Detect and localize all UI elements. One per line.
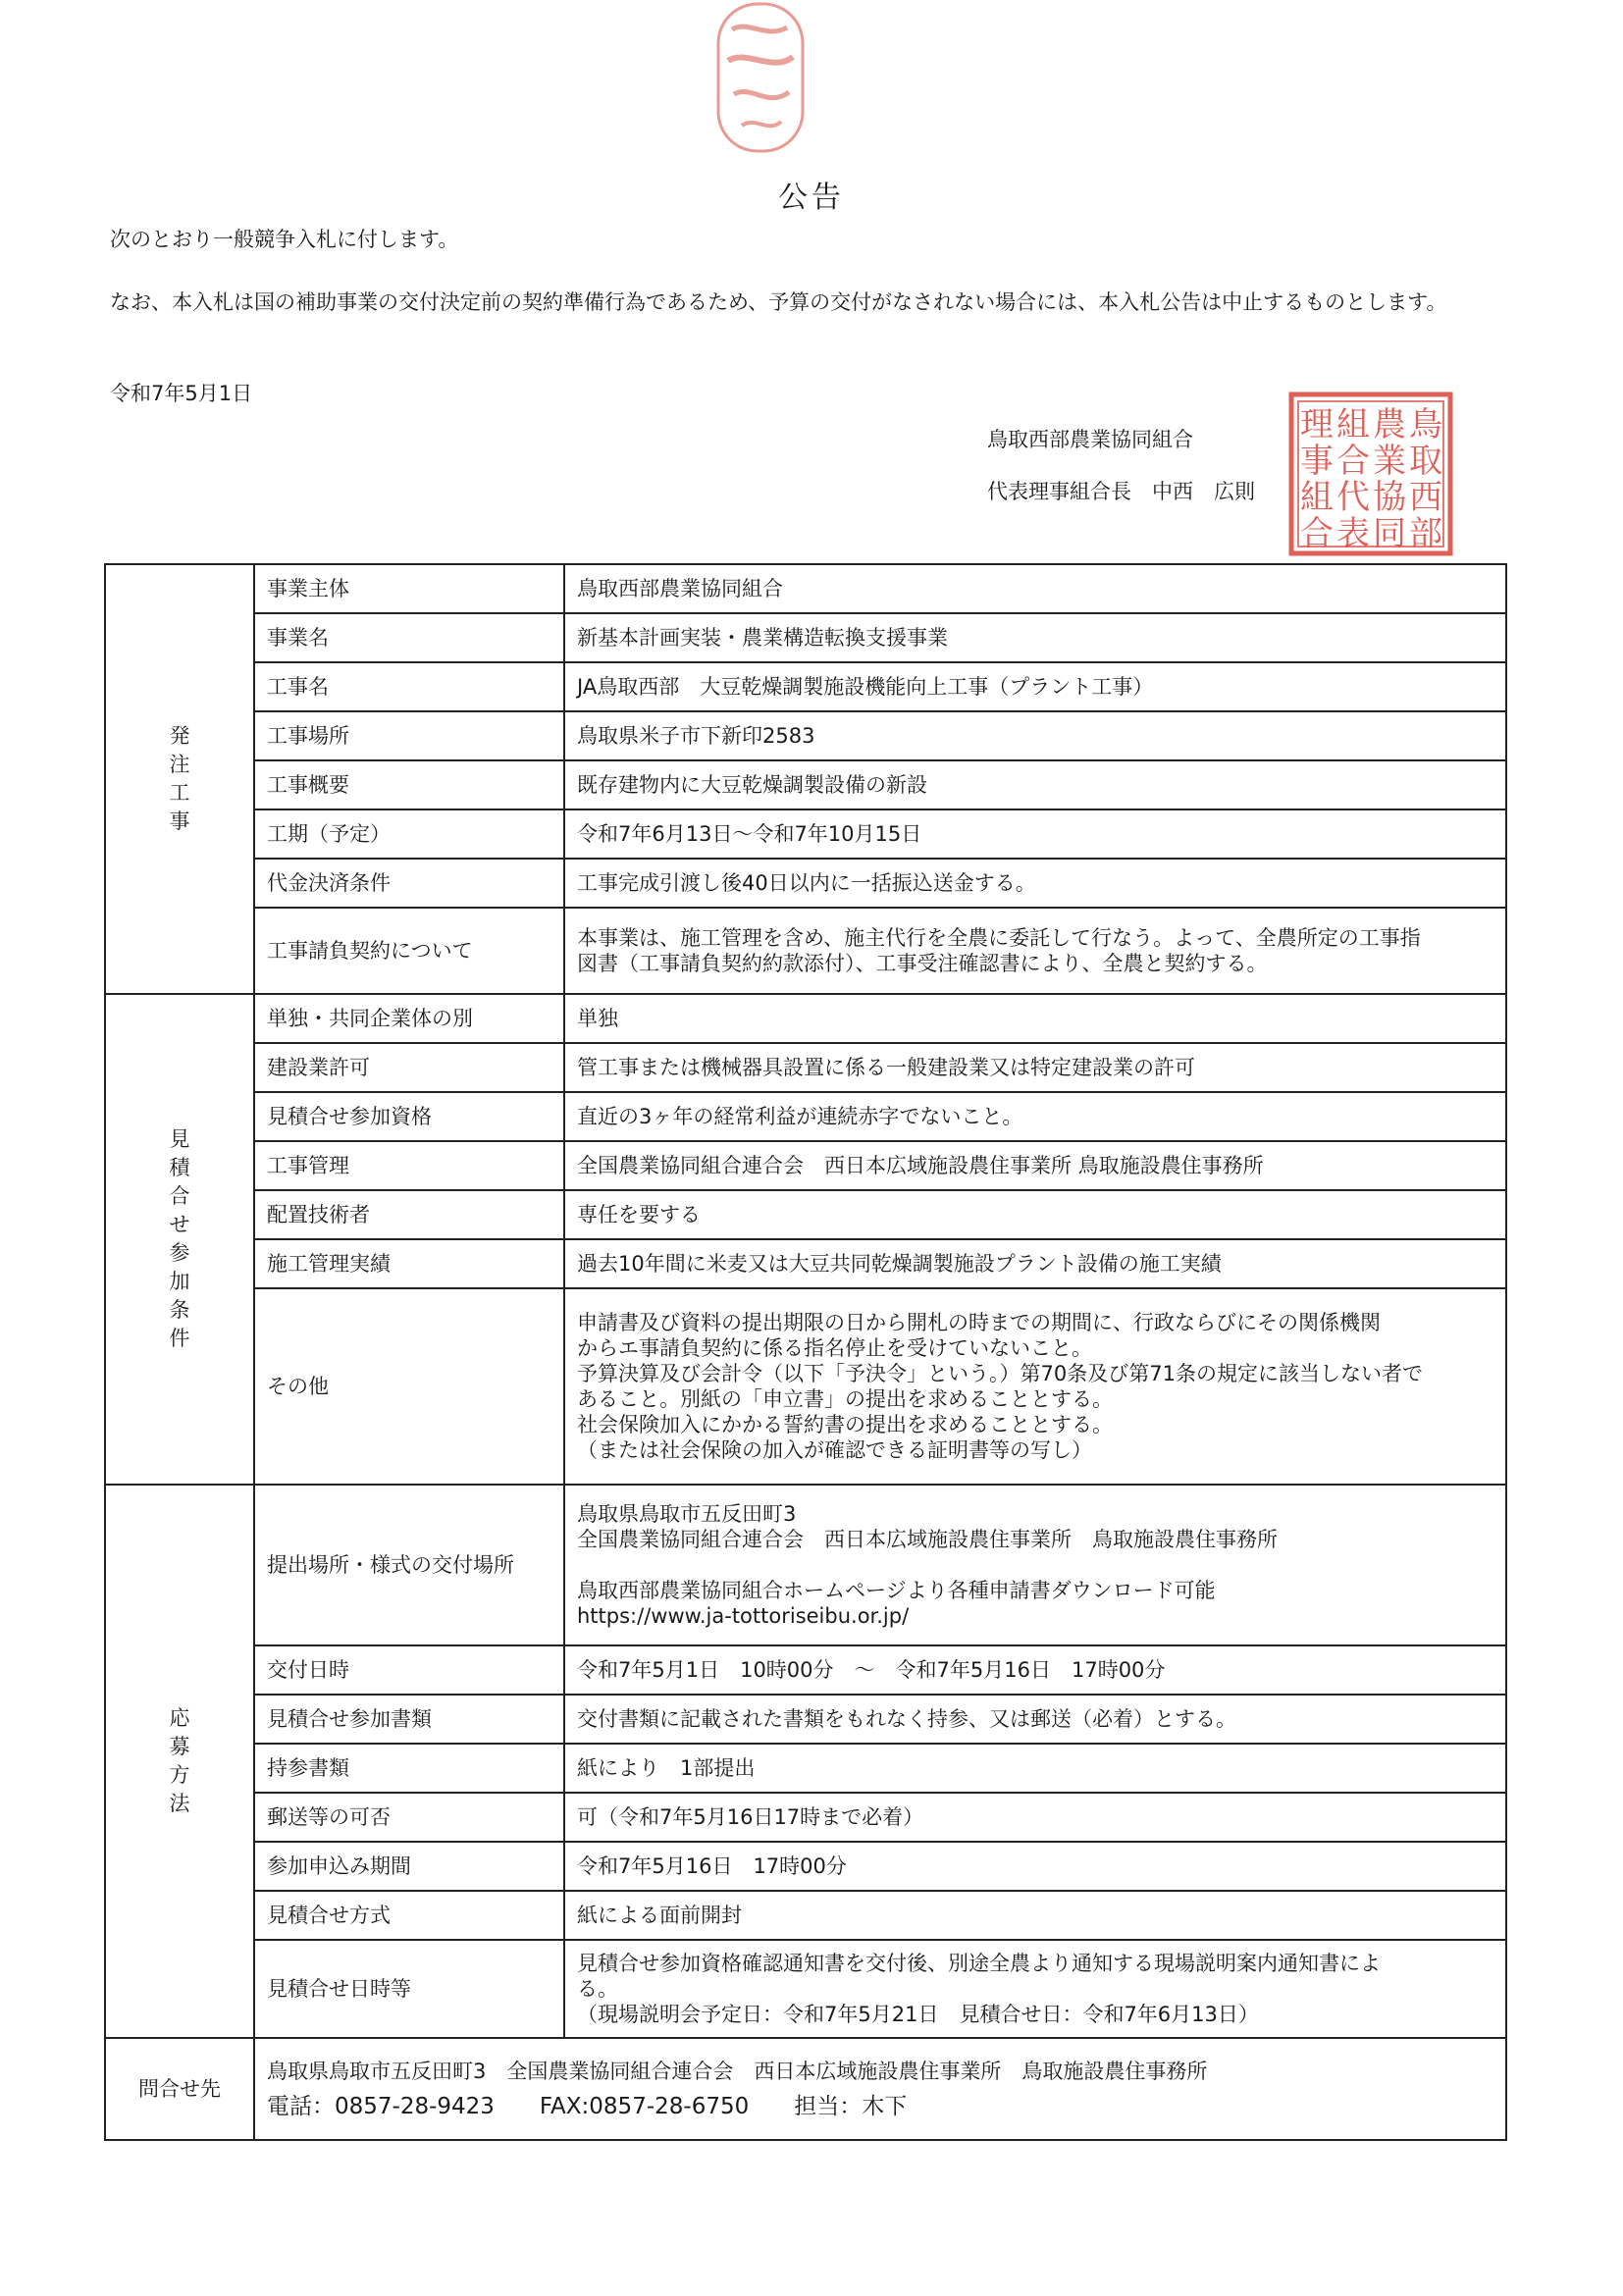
row-label: 工事管理 (254, 1141, 564, 1190)
row-value-line: 紙による面前開封 (577, 1904, 742, 1927)
row-value-line: 管工事または機械器具設置に係る一般建設業又は特定建設業の許可 (577, 1056, 1195, 1079)
row-value-line: 令和7年5月1日 10時00分 ～ 令和7年5月16日 17時00分 (577, 1658, 1166, 1682)
table-row (105, 1043, 1506, 1092)
row-value-line: 全国農業協同組合連合会 西日本広域施設農住事業所 鳥取施設農住事務所 (577, 1528, 1278, 1551)
row-value-line: あること。別紙の「申立書」の提出を求めることとする。 (577, 1387, 1113, 1411)
row-value (564, 1940, 1506, 2038)
row-label: 建設業許可 (254, 1043, 564, 1092)
row-value (564, 1141, 1506, 1190)
row-value-line: 鳥取県鳥取市五反田町3 (577, 1502, 797, 1526)
row-value-line: 過去10年間に米麦又は大豆共同乾燥調製施設プラント設備の施工実績 (577, 1252, 1222, 1276)
row-label: 工事名 (254, 662, 564, 711)
note-text: なお、本入札は国の補助事業の交付決定前の契約準備行為であるため、予算の交付がなされない場合には、本入札公告は中止するものとします。 (110, 290, 1447, 314)
table-row (105, 1695, 1506, 1744)
row-value (564, 760, 1506, 809)
row-value-line: （または社会保険の加入が確認できる証明書等の写し） (577, 1438, 1092, 1462)
row-value-line: 可（令和7年5月16日17時まで必着） (577, 1805, 924, 1829)
row-value (564, 1891, 1506, 1940)
seal-glyph: 取 (1409, 442, 1442, 481)
seal-glyph: 組 (1336, 405, 1370, 444)
row-value-line: 全国農業協同組合連合会 西日本広域施設農住事業所 鳥取施設農住事務所 (577, 1154, 1264, 1177)
table-row (105, 1842, 1506, 1891)
seal-glyph: 表 (1336, 514, 1370, 553)
row-value (564, 1695, 1506, 1744)
official-seal (1287, 391, 1454, 557)
row-label: 工事概要 (254, 760, 564, 809)
row-value-line: 新基本計画実装・農業構造転換支援事業 (577, 626, 948, 650)
row-label: 事業名 (254, 613, 564, 662)
table-row (105, 1645, 1506, 1695)
seal-glyph: 協 (1373, 478, 1406, 517)
row-value-line: 工事完成引渡し後40日以内に一括振込送金する。 (577, 871, 1036, 895)
table-row (105, 1092, 1506, 1141)
section-category-label: 発注工事 (169, 724, 190, 833)
seal-glyph: 西 (1409, 478, 1442, 517)
contact-label: 問合せ先 (105, 2038, 254, 2140)
seal-glyph: 組 (1300, 478, 1334, 517)
table-row (105, 1891, 1506, 1940)
row-value-line: 社会保険加入にかかる誓約書の提出を求めることとする。 (577, 1413, 1113, 1436)
seal-glyph: 部 (1409, 514, 1442, 553)
table-row (105, 1288, 1506, 1485)
row-label: 見積合せ参加書類 (254, 1695, 564, 1744)
contact-row (105, 2038, 1506, 2140)
seal-glyph: 鳥 (1409, 405, 1442, 444)
row-value (564, 1288, 1506, 1485)
row-value-line: 図書（工事請負契約約款添付）、工事受注確認書により、全農と契約する。 (577, 952, 1268, 975)
row-label: 工期（予定） (254, 809, 564, 859)
table-row (105, 564, 1506, 613)
row-value-line: 本事業は、施工管理を含め、施主代行を全農に委託して行なう。よって、全農所定の工事指 (577, 926, 1421, 950)
table-row (105, 1141, 1506, 1190)
row-value-line: からエ事請負契約に係る指名停止を受けていないこと。 (577, 1336, 1092, 1360)
row-value (564, 1092, 1506, 1141)
row-value (564, 711, 1506, 760)
row-value (564, 1485, 1506, 1645)
row-value (564, 1645, 1506, 1695)
row-value-line (577, 1552, 1495, 1578)
row-label: 提出場所・様式の交付場所 (254, 1485, 564, 1645)
row-value (564, 1842, 1506, 1891)
row-label: 代金決済条件 (254, 859, 564, 908)
row-value-line: 令和7年6月13日～令和7年10月15日 (577, 822, 922, 846)
section-category-label: 見積合せ参加条件 (169, 1127, 190, 1350)
row-label: 持参書類 (254, 1744, 564, 1793)
row-value (564, 1793, 1506, 1842)
intro-text: 次のとおり一般競争入札に付します。 (110, 228, 459, 251)
row-value (564, 564, 1506, 613)
row-value-line: 鳥取西部農業協同組合ホームページより各種申請書ダウンロード可能 (577, 1579, 1216, 1602)
top-stamp (708, 0, 812, 157)
table-row (105, 613, 1506, 662)
seal-glyph: 代 (1336, 478, 1370, 517)
table-row (105, 1485, 1506, 1645)
row-label: その他 (254, 1288, 564, 1485)
row-label: 見積合せ参加資格 (254, 1092, 564, 1141)
seal-glyph: 同 (1373, 514, 1406, 553)
row-value-line: JA鳥取西部 大豆乾燥調製施設機能向上工事（プラント工事） (577, 675, 1154, 699)
table-row (105, 809, 1506, 859)
contact-address: 鳥取県鳥取市五反田町3 全国農業協同組合連合会 西日本広域施設農住事業所 鳥取施設農住事務所 (267, 2060, 1208, 2083)
section-category (105, 1485, 254, 2038)
row-value (564, 1190, 1506, 1239)
table-row (105, 662, 1506, 711)
table-row (105, 1239, 1506, 1288)
row-value-line: 専任を要する (577, 1203, 701, 1226)
contact-details (254, 2038, 1506, 2140)
row-value (564, 1043, 1506, 1092)
document-title: 公告 (778, 181, 845, 215)
row-value-line: 単独 (577, 1007, 618, 1030)
row-value (564, 809, 1506, 859)
row-value-line: https://www.ja-tottoriseibu.or.jp/ (577, 1604, 910, 1628)
row-label: 見積合せ方式 (254, 1891, 564, 1940)
row-value-line: る。 (577, 1977, 618, 2001)
seal-glyph: 業 (1373, 442, 1406, 481)
row-value-line: 紙により 1部提出 (577, 1756, 756, 1780)
table-row (105, 1190, 1506, 1239)
row-label: 交付日時 (254, 1645, 564, 1695)
table-row (105, 859, 1506, 908)
row-label: 参加申込み期間 (254, 1842, 564, 1891)
row-label: 郵送等の可否 (254, 1793, 564, 1842)
table-row (105, 1940, 1506, 2038)
row-label: 単独・共同企業体の別 (254, 994, 564, 1043)
section-category (105, 994, 254, 1485)
issue-date: 令和7年5月1日 (110, 382, 253, 405)
row-label: 工事場所 (254, 711, 564, 760)
row-label: 事業主体 (254, 564, 564, 613)
seal-glyph: 事 (1300, 442, 1334, 481)
row-value-line: 令和7年5月16日 17時00分 (577, 1854, 847, 1878)
row-value (564, 859, 1506, 908)
issuer-org: 鳥取西部農業協同組合 (987, 428, 1193, 451)
seal-glyph: 理 (1300, 405, 1334, 444)
contact-phone: 電話：0857-28-9423 FAX:0857-28-6750 担当：木下 (267, 2094, 908, 2119)
table-row (105, 1744, 1506, 1793)
seal-glyph: 農 (1373, 405, 1406, 444)
row-value-line: 見積合せ参加資格確認通知書を交付後、別途全農より通知する現場説明案内通知書によ (577, 1952, 1381, 1975)
seal-glyph: 合 (1336, 442, 1370, 481)
row-value-line: 鳥取県米子市下新印2583 (577, 724, 815, 748)
table-row (105, 908, 1506, 994)
row-value (564, 1744, 1506, 1793)
row-value (564, 1239, 1506, 1288)
tender-table (104, 563, 1507, 2141)
row-value-line: 既存建物内に大豆乾燥調製設備の新設 (577, 773, 927, 797)
row-value (564, 994, 1506, 1043)
row-value-line: 交付書類に記載された書類をもれなく持参、又は郵送（必着）とする。 (577, 1707, 1236, 1731)
row-value-line: （現場説明会予定日：令和7年5月21日 見積合せ日：令和7年6月13日） (577, 2003, 1259, 2026)
section-category-label: 応募方法 (169, 1706, 190, 1815)
row-label: 配置技術者 (254, 1190, 564, 1239)
row-value-line: 申請書及び資料の提出期限の日から開札の時までの期間に、行政ならびにその関係機関 (577, 1311, 1381, 1334)
section-category (105, 564, 254, 994)
row-label: 見積合せ日時等 (254, 1940, 564, 2038)
row-value-line: 直近の3ヶ年の経常利益が連続赤字でないこと。 (577, 1105, 1023, 1128)
row-value (564, 662, 1506, 711)
row-value (564, 908, 1506, 994)
seal-glyph: 合 (1300, 514, 1334, 553)
row-value-line: 鳥取西部農業協同組合 (577, 577, 783, 600)
table-row (105, 760, 1506, 809)
row-label: 工事請負契約について (254, 908, 564, 994)
table-row (105, 994, 1506, 1043)
table-row (105, 1793, 1506, 1842)
table-row (105, 711, 1506, 760)
issuer-rep: 代表理事組合長 中西 広則 (987, 480, 1255, 503)
row-value (564, 613, 1506, 662)
row-label: 施工管理実績 (254, 1239, 564, 1288)
row-value-line: 予算決算及び会計令（以下「予決令」という。）第70条及び第71条の規定に該当しない者で (577, 1362, 1423, 1385)
